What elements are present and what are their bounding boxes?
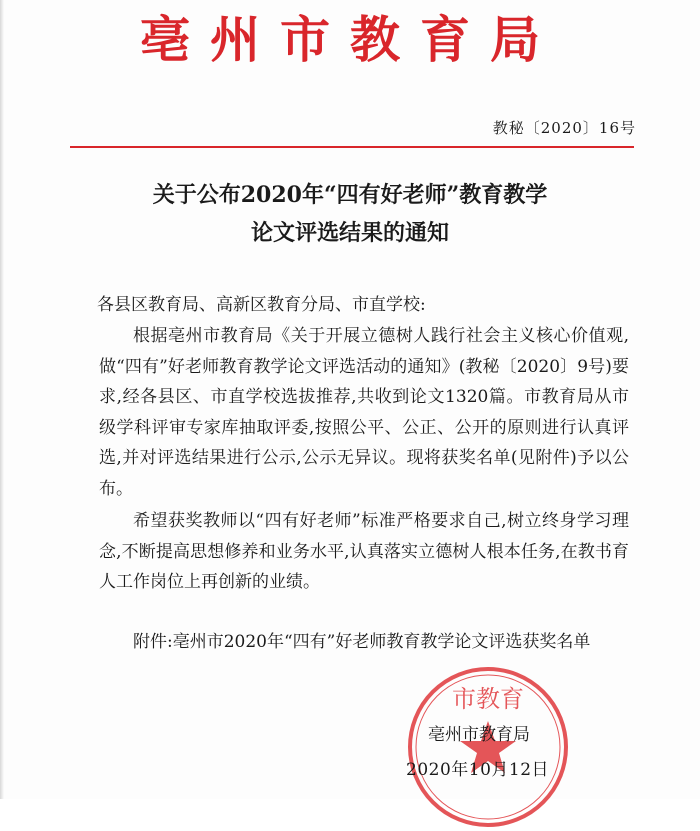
body-paragraph-2: 希望获奖教师以“四有好老师”标准严格要求自己,树立终身学习理念,不断提高思想修养和业务水平,认真落实立德树人根本任务,在教书育人工作岗位上再创新的业绩。 (99, 511, 629, 592)
notice-title-line-2: 论文评选结果的通知 (250, 220, 449, 246)
seal-text: 市教育 (452, 685, 524, 713)
issuer-header: 亳州市教育局 (140, 11, 560, 69)
notice-title (60, 176, 640, 252)
scan-edge (0, 0, 4, 799)
notice-title-line-1: 关于公布2020年“四有好老师”教育教学 (152, 182, 548, 208)
attachment-note: 附件:亳州市2020年“四有”好老师教育教学论文评选获奖名单 (133, 632, 591, 652)
issue-date: 2020年10月12日 (406, 760, 550, 780)
header-divider (70, 146, 634, 148)
salutation: 各县区教育局、高新区教育分局、市直学校: (97, 295, 426, 315)
document-number: 教秘〔2020〕16号 (492, 119, 636, 137)
official-seal (404, 663, 572, 831)
issuer-signature: 亳州市教育局 (428, 725, 530, 745)
body-paragraph-1: 根据亳州市教育局《关于开展立德树人践行社会主义核心价值观,做“四有”好老师教育教学论文评选活动的通知》(教秘〔2020〕9号)要求,经各县区、市直学校选拔推荐,共收到论文1320篇。市教育局从市级学科评审专家库抽取评委,按照公平、公正、公开的原则进行认真评选,并对评选结果进行公示,公示无异议。现将获奖名单(见附件)予以公布。 (99, 326, 629, 499)
